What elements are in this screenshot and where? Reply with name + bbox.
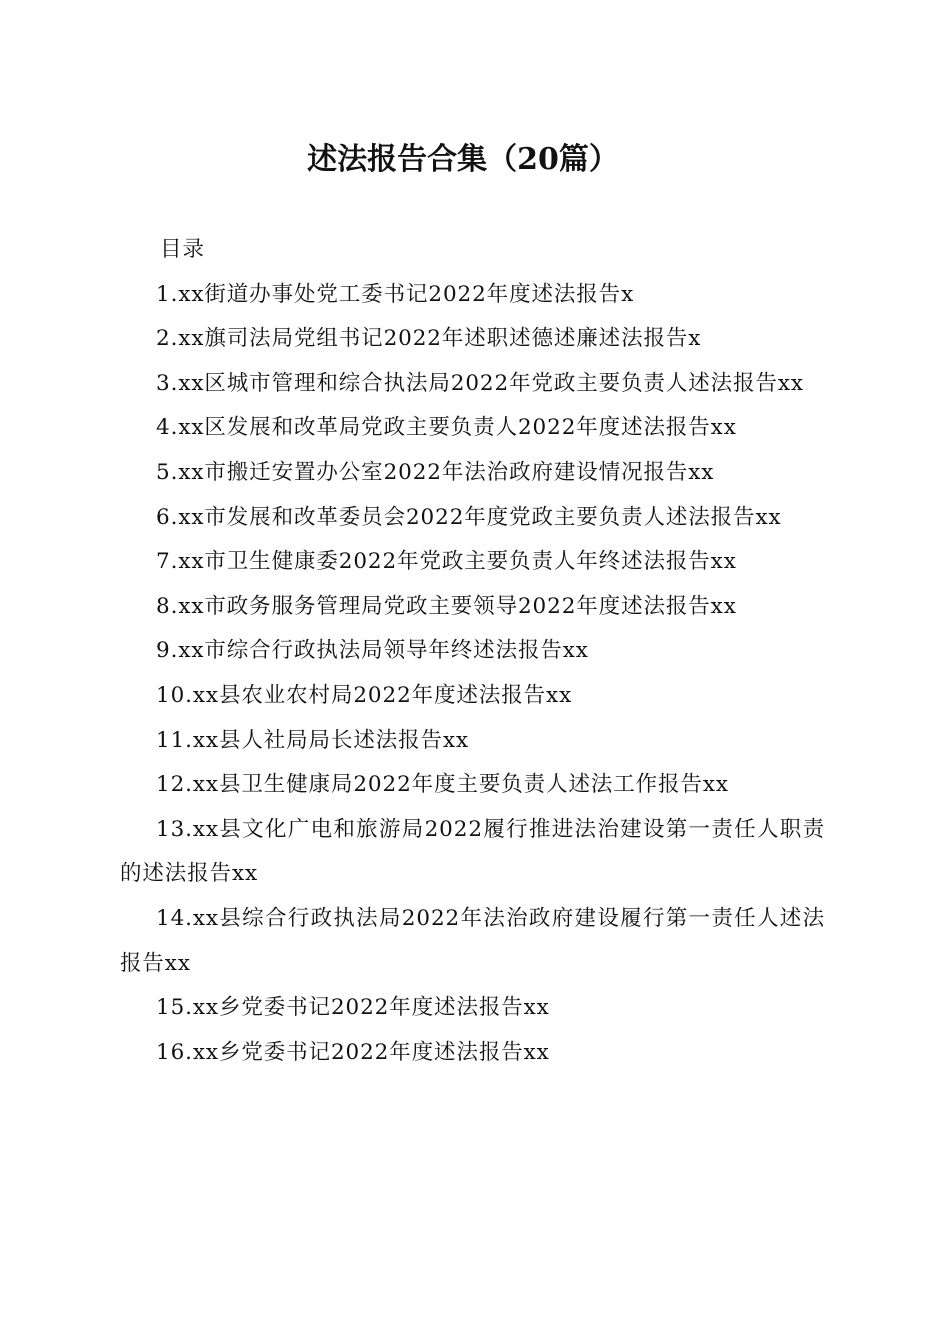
toc-item-14: 14.xx县综合行政执法局2022年法治政府建设履行第一责任人述法报告xx [120, 905, 825, 976]
toc-item-3: 3.xx区城市管理和综合执法局2022年党政主要负责人述法报告xx [156, 370, 804, 396]
document-title: 述法报告合集（20篇） [307, 142, 619, 177]
toc-item-1: 1.xx街道办事处党工委书记2022年度述法报告x [156, 281, 635, 307]
toc-item-4: 4.xx区发展和改革局党政主要负责人2022年度述法报告xx [156, 415, 737, 441]
toc-item-10: 10.xx县农业农村局2022年度述法报告xx [156, 682, 573, 708]
toc-item-9: 9.xx市综合行政执法局领导年终述法报告xx [156, 638, 589, 664]
toc-item-13: 13.xx县文化广电和旅游局2022履行推进法治建设第一责任人职责的述法报告xx [120, 816, 825, 887]
toc-item-2: 2.xx旗司法局党组书记2022年述职述德述廉述法报告x [156, 326, 702, 352]
toc-item-11: 11.xx县人社局局长述法报告xx [156, 727, 469, 753]
toc-item-7: 7.xx市卫生健康委2022年党政主要负责人年终述法报告xx [156, 549, 737, 575]
toc-item-6: 6.xx市发展和改革委员会2022年度党政主要负责人述法报告xx [156, 504, 782, 530]
toc-item-15: 15.xx乡党委书记2022年度述法报告xx [156, 995, 550, 1021]
toc-item-8: 8.xx市政务服务管理局党政主要领导2022年度述法报告xx [156, 593, 737, 619]
toc-item-5: 5.xx市搬迁安置办公室2022年法治政府建设情况报告xx [156, 459, 715, 485]
toc-list [120, 273, 825, 1076]
toc-heading: 目录 [160, 237, 206, 262]
toc-item-12: 12.xx县卫生健康局2022年度主要负责人述法工作报告xx [156, 772, 729, 798]
toc-item-16: 16.xx乡党委书记2022年度述法报告xx [156, 1039, 550, 1065]
table-of-contents [120, 228, 825, 1075]
